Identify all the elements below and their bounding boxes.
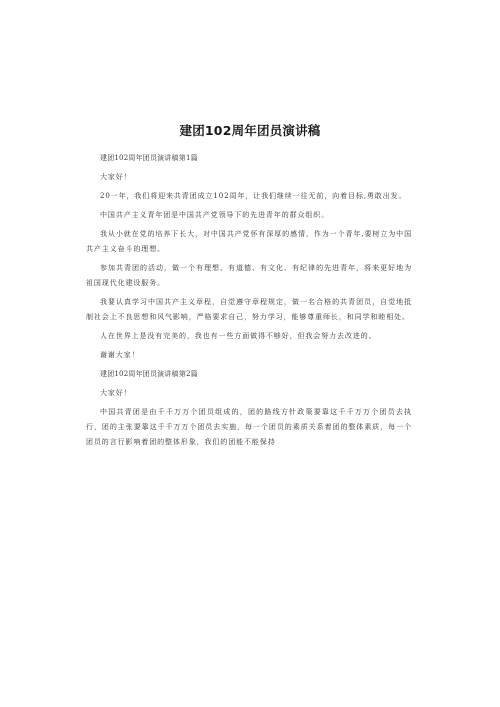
- section-heading-2: 建团102周年团员演讲稿第2篇: [100, 370, 198, 378]
- paragraph: 我要认真学习中国共产主义章程，自觉遵守章程规定，做一名合格的共青团员，自觉地抵制社会上不良思想和风气影响，严格要求自己，努力学习，能够尊重师长，和同学和睦相处。: [86, 298, 412, 321]
- paragraph-greeting-1: 大家好！: [100, 173, 132, 181]
- paragraph: 参加共青团的活动，做一个有理想、有道德、有文化、有纪律的先进青年，将来更好地为祖国现代化建设服务。: [86, 264, 412, 287]
- paragraph: 中国共产主义青年团是中国共产党领导下的先进青年的群众组织。: [100, 211, 330, 219]
- paragraph-thanks: 谢谢大家！: [100, 351, 140, 359]
- paragraph: 我从小就在党的培养下长大，对中国共产党怀有深厚的感情，作为一个青年,要树立为中国共产主义奋斗的理想。: [86, 230, 412, 253]
- paragraph: 人在世界上是没有完美的，我也有一些方面做得不够好，但我会努力去改进的。: [100, 332, 377, 340]
- paragraph: 中国共青团是由千千万万个团员组成的，团的路线方针政策要靠这千千万万个团员去执行，团的主张要靠这千千万万个团员去实施，每一个团员的素质关系着团的整体素质，每一个团员的言行影响着团的整体形象，我们的团能不能保持: [86, 408, 412, 446]
- paragraph: 20一年，我们将迎来共青团成立102周年，让我们继续一往无前，向着目标,勇敢出发。: [100, 192, 407, 200]
- section-heading-1: 建团102周年团员演讲稿第1篇: [100, 154, 198, 162]
- paragraph-greeting-2: 大家好！: [100, 389, 132, 397]
- document-body: [86, 151, 412, 450]
- document-title: 建团102周年团员演讲稿: [179, 123, 321, 138]
